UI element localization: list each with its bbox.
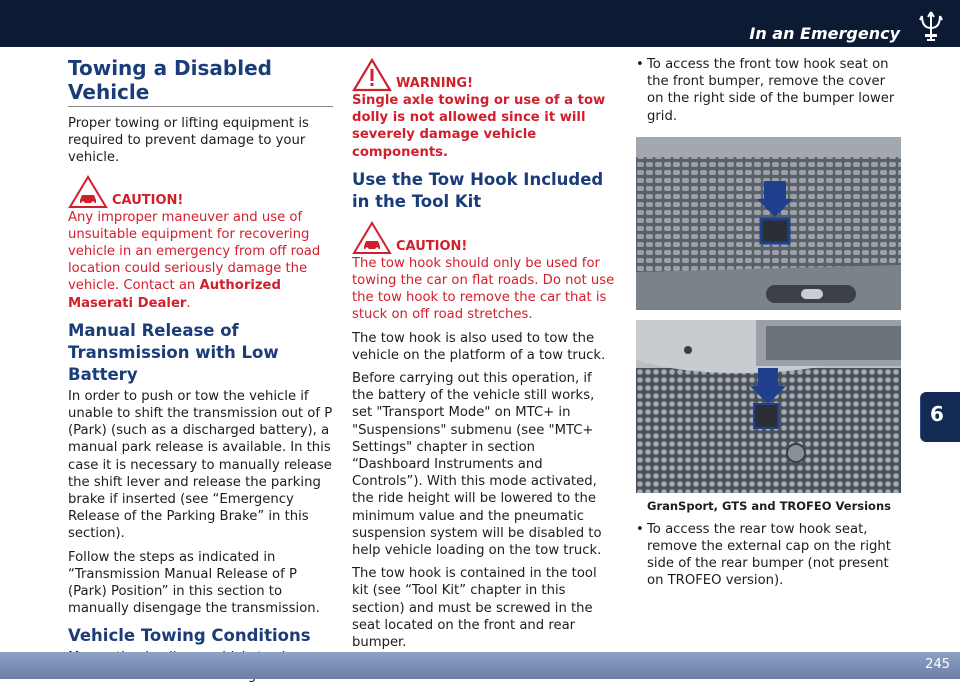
tool-kit-paragraph: The tow hook is contained in the tool kit (see “Tool Kit” chapter in this section) and must be screwed in the seat located on the front and rear bumper.	[352, 566, 597, 651]
front-hook-bullet: • To access the front tow hook seat on the front bumper, remove the cover on the right side of the bumper lower grid.	[636, 56, 902, 125]
front-hook-list	[636, 56, 902, 125]
page-header	[0, 0, 960, 47]
manual-release-heading: Manual Release of Transmission with Low Battery	[68, 320, 279, 384]
chapter-number: 6	[930, 402, 944, 426]
rear-bumper-illustration	[636, 320, 901, 493]
page-footer	[0, 652, 960, 679]
caution-label: CAUTION!	[112, 192, 184, 208]
rear-hook-list	[636, 521, 902, 590]
photo-caption: GranSport, GTS and TROFEO Versions	[647, 498, 891, 513]
authorized-dealer-text: Authorized Maserati Dealer	[68, 278, 281, 311]
caution-text-main: Any improper maneuver and use of unsuitable equipment for recovering vehicle in an emergency from off road location could seriously damage the vehicle. Contact an	[68, 209, 321, 294]
tow-truck-paragraph: The tow hook is also used to tow the vehicle on the platform of a tow truck.	[352, 330, 606, 363]
intro-paragraph: Proper towing or lifting equipment is required to prevent damage to your vehicle.	[68, 116, 309, 166]
column-2	[352, 56, 616, 657]
caution-text: The tow hook should only be used for towing the car on flat roads. Do not use the tow hook to remove the car that is stuck on off road stretches.	[352, 255, 615, 323]
column-3	[636, 56, 902, 596]
rear-bumper-photo	[636, 320, 901, 493]
warning-text: Single axle towing or use of a tow dolly is not allowed since it will severely damage vehicle components.	[352, 93, 606, 160]
caution-car-icon	[352, 221, 392, 255]
caution-block	[68, 173, 333, 312]
caution-text	[68, 209, 333, 312]
page-number: 245	[925, 657, 950, 672]
warning-block	[352, 56, 616, 161]
warning-label: WARNING!	[396, 76, 474, 91]
tow-hook-heading: Use the Tow Hook Included in the Tool Kit	[352, 169, 604, 211]
caution-label: CAUTION!	[396, 238, 468, 254]
chapter-tab[interactable]	[921, 392, 960, 442]
manual-release-paragraph-1: In order to push or tow the vehicle if unable to shift the transmission out of P (Park) (such as a discharged battery), a manual park release is available. In this case it is necessary to manually release the shift lever and release the parking brake if inserted (see “Emergency Release of the Parking Brake” in this section).	[68, 388, 333, 542]
front-bumper-photo	[636, 137, 901, 310]
caution-block-2	[352, 219, 616, 324]
towing-conditions-heading: Vehicle Towing Conditions	[68, 626, 311, 646]
caution-text-end: .	[186, 295, 191, 311]
column-1	[68, 56, 333, 690]
section-heading: Towing a Disabled Vehicle	[68, 56, 333, 107]
front-bumper-illustration	[636, 137, 901, 310]
maserati-trident-logo-icon	[916, 10, 946, 44]
rear-hook-bullet: • To access the rear tow hook seat, remove the external cap on the right side of the rear bumper (not present on TROFEO version).	[636, 521, 902, 590]
manual-release-paragraph-2: Follow the steps as indicated in “Transmission Manual Release of P (Park) Position” in this section to manually disengage the transmission.	[68, 549, 320, 617]
transport-mode-paragraph: Before carrying out this operation, if the battery of the vehicle still works, set "Transport Mode" on MTC+ in "Suspensions" submenu (see "MTC+ Settings" chapter in section “Dashboard Instruments and Controls”). With this mode activated, the ride height will be lowered to the minimum value and the pneumatic suspension system will be disabled to help vehicle loading on the tow truck.	[352, 371, 602, 559]
caution-car-icon	[68, 175, 108, 209]
warning-icon	[352, 58, 392, 92]
section-title: In an Emergency	[749, 24, 900, 43]
